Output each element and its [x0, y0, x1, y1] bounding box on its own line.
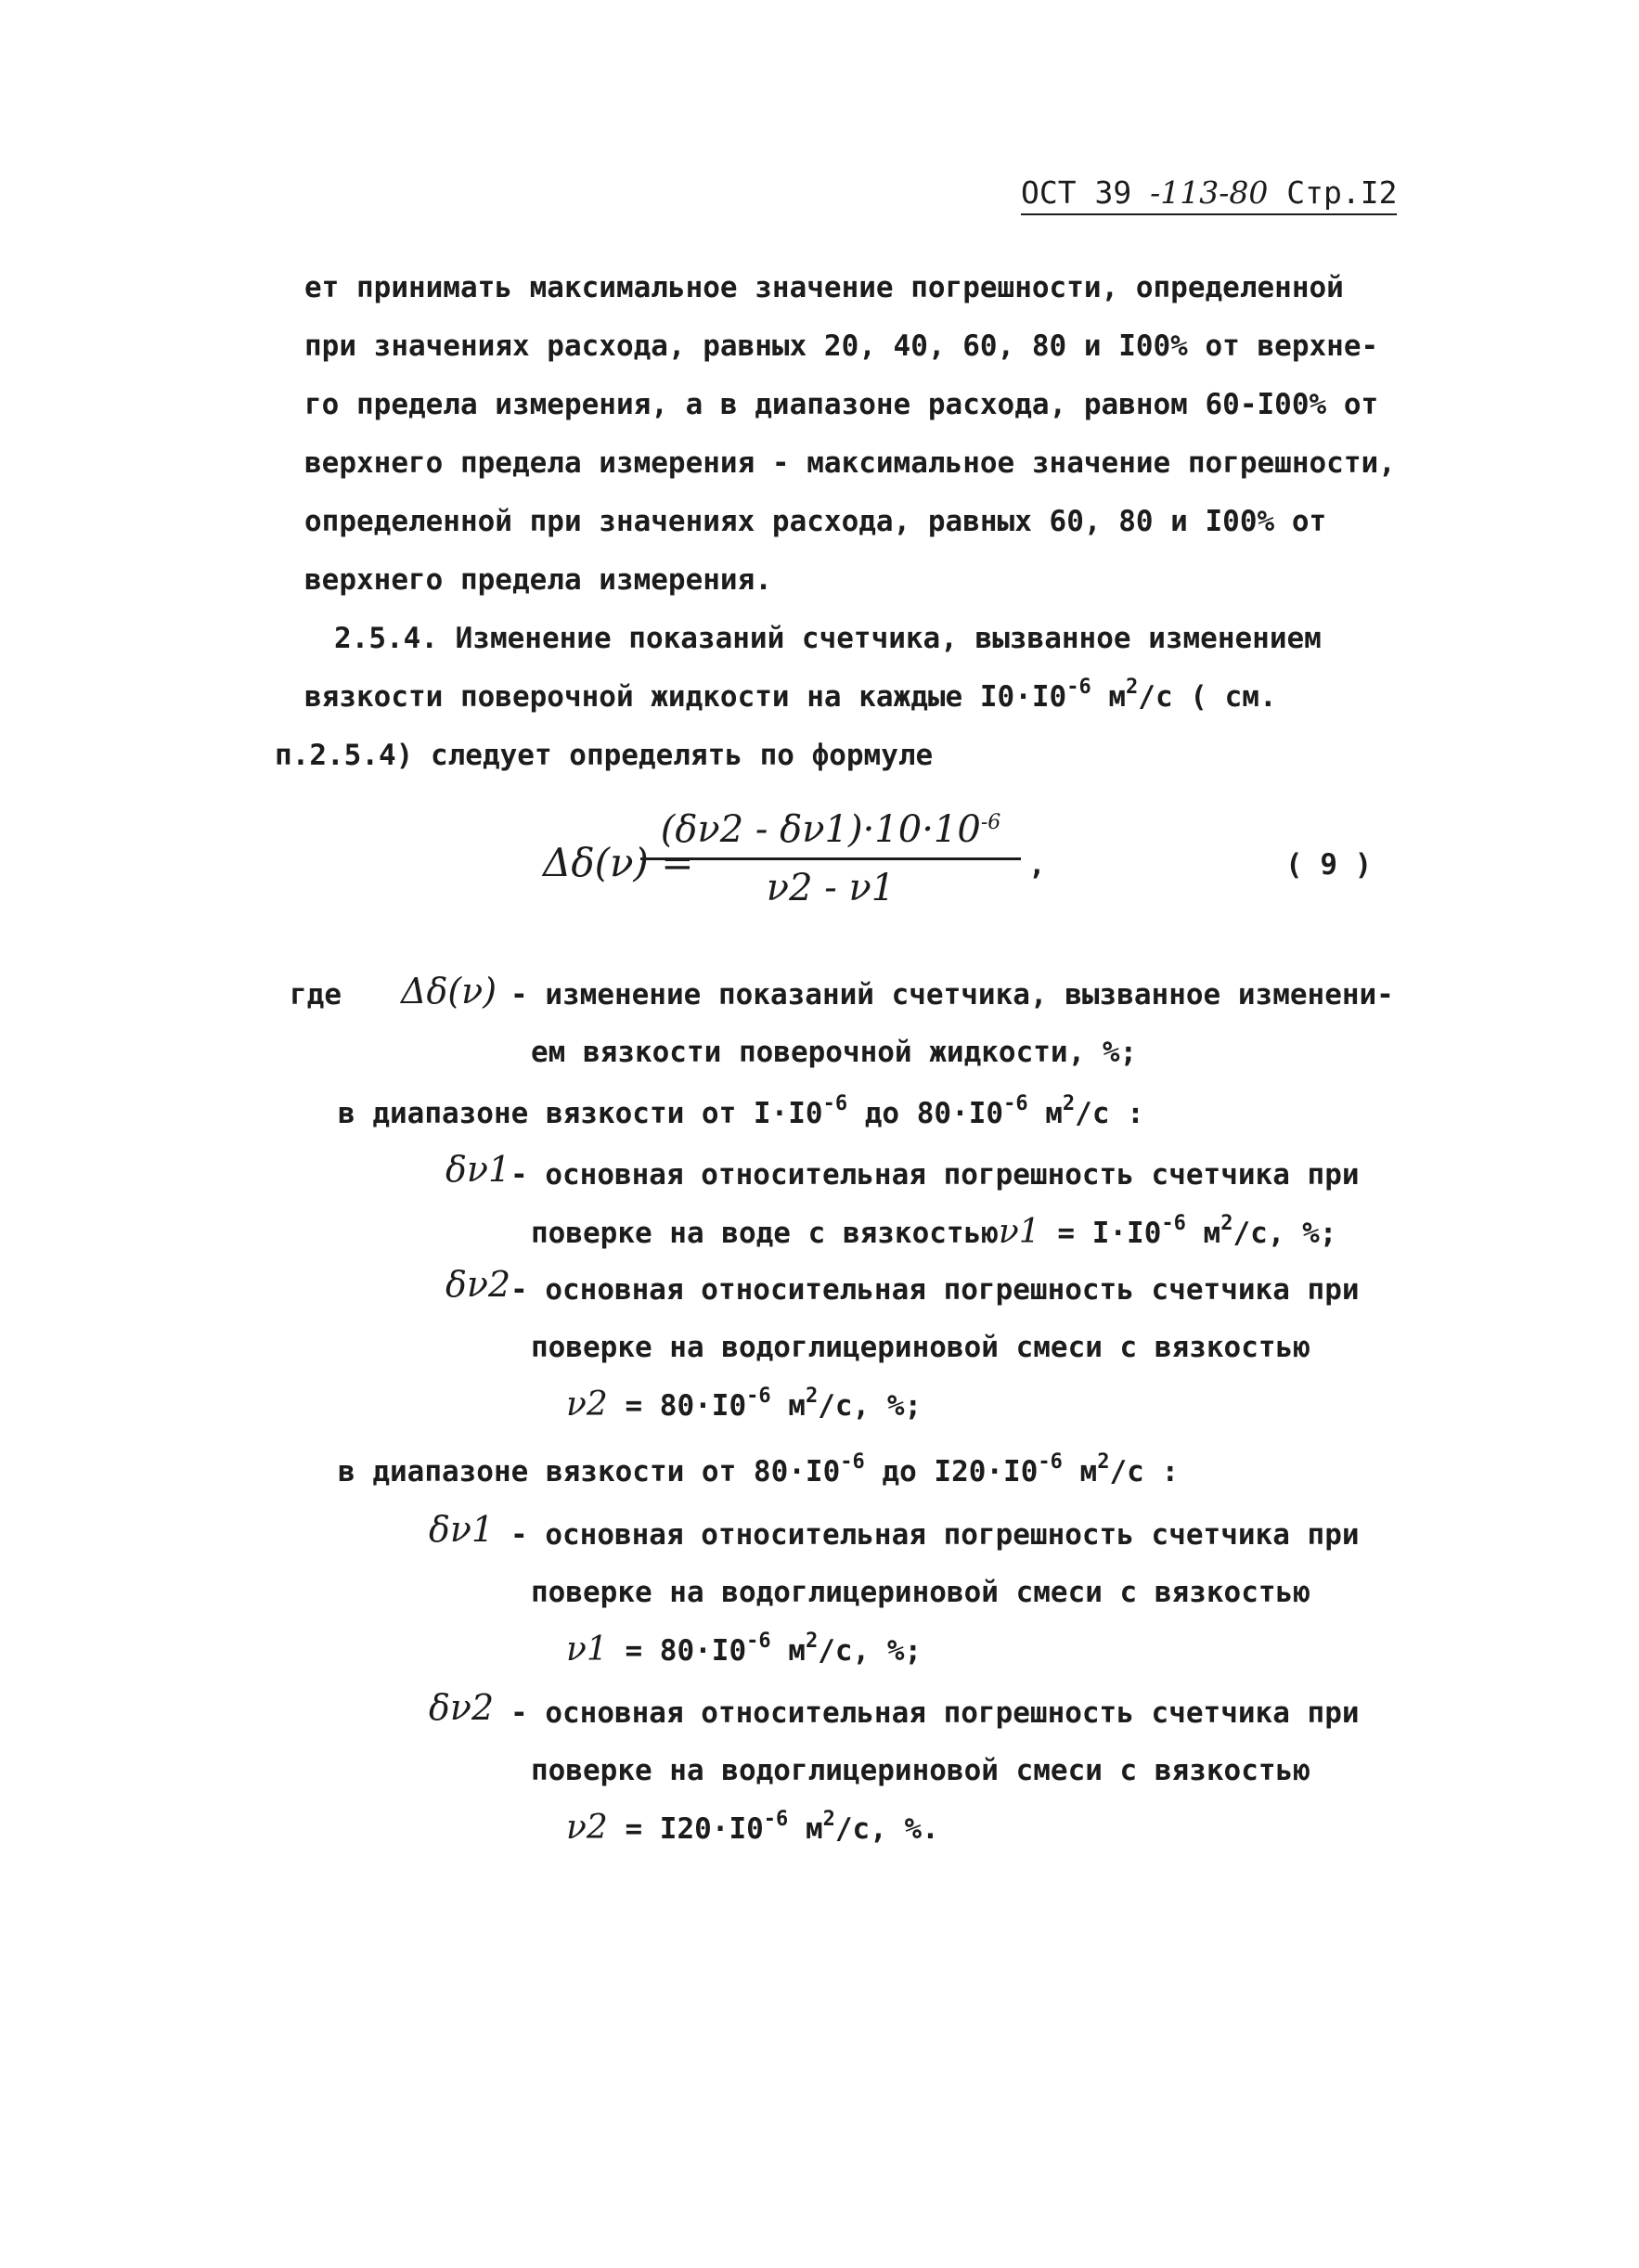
delta-nu1-symbol: δν1	[445, 1149, 511, 1190]
paragraph-line: верхнего предела измерения.	[304, 563, 772, 597]
range-heading: в диапазоне вязкости от $80\cdot I0^{-6}$ до $I20\cdot I0^{-6}$ $м^2/с$ :	[338, 1450, 1180, 1488]
delta-nu2-symbol: δν2	[445, 1264, 511, 1305]
paragraph-line: ет принимать максимальное значение погрешности, определенной	[304, 271, 1344, 304]
where-label: где	[290, 978, 342, 1012]
formula-fraction	[640, 805, 1021, 912]
definition-line: поверке на водоглицериновой смеси с вязкостью	[531, 1576, 1310, 1609]
paragraph-line: определенной при значениях расхода, равных 60, 80 и I00% от	[304, 505, 1327, 538]
definition-line: - основная относительная погрешность счетчика при	[510, 1696, 1360, 1730]
formula-lhs: Δδ(ν) =	[543, 840, 694, 885]
paragraph-line: го предела измерения, а в диапазоне расхода, равном 60-I00% от	[304, 388, 1379, 421]
where-line: - изменение показаний счетчика, вызванное изменени-	[510, 978, 1394, 1012]
section-heading-line: 2.5.4. Изменение показаний счетчика, вызванное изменением	[334, 622, 1322, 655]
paragraph-line: при значениях расхода, равных 20, 40, 60, 80 и I00% от верхне-	[304, 329, 1379, 363]
section-line: вязкости поверочной жидкости на каждые $I0\cdot I0^{-6}$ $м^2/с$ ( см.	[304, 676, 1277, 714]
fraction-bar	[640, 857, 1021, 860]
page-number: Стр.I2	[1286, 174, 1398, 211]
definition-line: поверке на воде с вязкостьюν1 = $I\cdot I0^{-6}$ $м^2/с$, %;	[531, 1212, 1337, 1251]
definition-line: $\nu 1 = 80\cdot I0^{-6}$ $м^2/с$, %;	[566, 1630, 923, 1669]
definition-line: - основная относительная погрешность счетчика при	[510, 1158, 1360, 1192]
delta-nu1-symbol: δν1	[429, 1509, 495, 1550]
definition-line: поверке на водоглицериновой смеси с вязкостью	[531, 1331, 1310, 1364]
equation-number: ( 9 )	[1285, 848, 1373, 882]
formula-numerator: $(\delta\nu 2 - \delta\nu 1)\cdot 10\cdot 10^{-6}$	[660, 808, 1001, 851]
delta-symbol: Δδ(ν)	[401, 971, 497, 1012]
range-heading: в диапазоне вязкости от $I\cdot I0^{-6}$ до $80\cdot I0^{-6}$ $м^2/с$ :	[338, 1092, 1144, 1130]
formula-denominator: ν2 - ν1	[766, 867, 896, 909]
document-number: -113-80	[1150, 174, 1269, 211]
definition-line: поверке на водоглицериновой смеси с вязкостью	[531, 1754, 1310, 1787]
formula-comma: ,	[1028, 848, 1046, 882]
page-header	[1021, 174, 1397, 215]
definition-line: $\nu 2 = 80\cdot I0^{-6}$ $м^2/с$, %;	[566, 1385, 923, 1424]
definition-line: - основная относительная погрешность счетчика при	[510, 1518, 1360, 1552]
where-line: ем вязкости поверочной жидкости, %;	[531, 1036, 1138, 1069]
definition-line: $\nu 2 = I20\cdot I0^{-6}$ $м^2/с$, %.	[566, 1808, 939, 1847]
definition-line: - основная относительная погрешность счетчика при	[510, 1273, 1360, 1307]
section-line: п.2.5.4) следует определять по формуле	[275, 739, 934, 772]
document-code: ОСТ 39	[1021, 174, 1132, 211]
paragraph-line: верхнего предела измерения - максимальное значение погрешности,	[304, 446, 1396, 480]
delta-nu2-symbol: δν2	[429, 1687, 495, 1728]
